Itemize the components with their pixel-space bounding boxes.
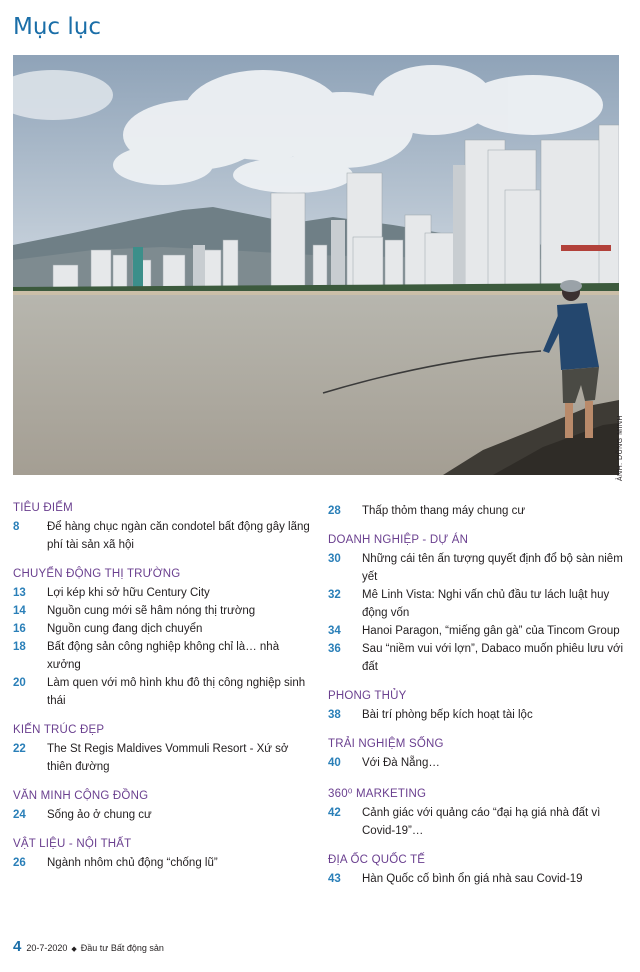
page-title: Mục lục (13, 14, 101, 40)
entry-title: Bất động sản công nghiệp không chỉ là… nhà xưởng (47, 641, 280, 671)
toc-section (13, 724, 313, 776)
entry-page-number: 40 (328, 757, 341, 769)
toc-section (328, 502, 628, 520)
toc-section (13, 502, 313, 554)
toc-entry[interactable] (328, 706, 628, 724)
toc-entry[interactable] (13, 674, 313, 710)
entry-title: Mê Linh Vista: Nghi vấn chủ đầu tư lách luật huy động vốn (362, 589, 610, 619)
section-heading: PHONG THỦY (328, 690, 407, 702)
entry-page-number: 13 (13, 587, 26, 599)
toc-entry[interactable] (328, 586, 628, 622)
toc-entry[interactable] (13, 806, 313, 824)
section-heading: ĐỊA ỐC QUỐC TẾ (328, 854, 426, 866)
entry-title: Những cái tên ấn tượng quyết định đổ bộ sàn niêm yết (362, 553, 623, 583)
entry-page-number: 36 (328, 643, 341, 655)
publication-name: Đầu tư Bất động sản (80, 943, 164, 953)
entry-title: Lợi kép khi sở hữu Century City (47, 587, 210, 599)
entry-title: Thấp thỏm thang máy chung cư (362, 505, 526, 517)
section-heading: TIÊU ĐIỂM (13, 502, 73, 514)
toc-entry[interactable] (328, 550, 628, 586)
toc-right-column (328, 502, 628, 894)
toc-section (328, 534, 628, 676)
entry-page-number: 42 (328, 807, 341, 819)
entry-page-number: 26 (13, 857, 26, 869)
toc-entry[interactable] (328, 502, 628, 520)
toc-left-column (13, 502, 313, 878)
toc-entry[interactable] (13, 518, 313, 554)
entry-title: Để hàng chục ngàn căn condotel bất động gây lãng phí tài sản xã hội (47, 521, 310, 551)
entry-title: Ngành nhôm chủ động “chống lũ” (47, 857, 218, 869)
entry-title: Bài trí phòng bếp kích hoạt tài lộc (362, 709, 533, 721)
toc-section (13, 790, 313, 824)
toc-section (13, 838, 313, 872)
toc-entry[interactable] (13, 854, 313, 872)
entry-page-number: 34 (328, 625, 341, 637)
entry-page-number: 16 (13, 623, 26, 635)
entry-page-number: 14 (13, 605, 26, 617)
toc-section (328, 786, 628, 840)
entry-page-number: 18 (13, 641, 26, 653)
section-heading: TRẢI NGHIỆM SỐNG (328, 738, 444, 750)
entry-page-number: 43 (328, 873, 341, 885)
toc-entry[interactable] (13, 602, 313, 620)
toc-section (328, 690, 628, 724)
toc-entry[interactable] (328, 640, 628, 676)
entry-title: Hàn Quốc cố bình ổn giá nhà sau Covid-19 (362, 873, 583, 885)
toc-entry[interactable] (13, 584, 313, 602)
section-heading: 360⁰ MARKETING (328, 788, 427, 800)
entry-title: Nguồn cung đang dịch chuyển (47, 623, 203, 635)
page-number: 4 (13, 938, 22, 955)
toc-section (13, 568, 313, 710)
entry-page-number: 38 (328, 709, 341, 721)
toc-entry[interactable] (13, 740, 313, 776)
entry-page-number: 24 (13, 809, 26, 821)
beach-skyline-photo (13, 55, 619, 475)
entry-title: Sau “niềm vui với lợn”, Dabaco muốn phiêu lưu với đất (362, 643, 624, 673)
photo-credit: ẢNH: DŨNG MINH (617, 415, 624, 482)
section-heading: VĂN MINH CỘNG ĐỒNG (13, 790, 149, 802)
entry-page-number: 8 (13, 521, 20, 533)
toc-section (328, 738, 628, 772)
section-heading: CHUYỂN ĐỘNG THỊ TRƯỜNG (13, 568, 181, 580)
toc-entry[interactable] (328, 804, 628, 840)
footer-separator: ◆ (71, 946, 77, 953)
entry-title: Nguồn cung mới sẽ hâm nóng thị trường (47, 605, 256, 617)
toc-entry[interactable] (328, 622, 628, 640)
entry-title: Làm quen với mô hình khu đô thị công nghiệp sinh thái (47, 677, 306, 707)
toc-entry[interactable] (328, 754, 628, 772)
entry-title: Sống ảo ở chung cư (47, 809, 152, 821)
section-heading: VẬT LIỆU - NỘI THẤT (13, 838, 132, 850)
cover-photo (13, 55, 619, 475)
toc-entry[interactable] (13, 620, 313, 638)
entry-title: Với Đà Nẵng… (362, 757, 440, 769)
entry-page-number: 32 (328, 589, 341, 601)
toc-entry[interactable] (328, 870, 628, 888)
section-heading: DOANH NGHIỆP - DỰ ÁN (328, 534, 469, 546)
entry-title: Hanoi Paragon, “miếng gân gà” của Tincom Group (362, 625, 620, 637)
entry-title: The St Regis Maldives Vommuli Resort - Xứ sở thiên đường (47, 743, 289, 773)
entry-page-number: 20 (13, 677, 26, 689)
toc-section (328, 854, 628, 888)
toc-entry[interactable] (13, 638, 313, 674)
entry-page-number: 30 (328, 553, 341, 565)
entry-title: Cảnh giác với quảng cáo “đại hạ giá nhà đất vì Covid-19”… (362, 807, 601, 837)
entry-page-number: 28 (328, 505, 341, 517)
entry-page-number: 22 (13, 743, 26, 755)
page-footer (13, 938, 164, 955)
section-heading: KIẾN TRÚC ĐẸP (13, 724, 105, 736)
issue-date: 20-7-2020 (26, 943, 68, 953)
